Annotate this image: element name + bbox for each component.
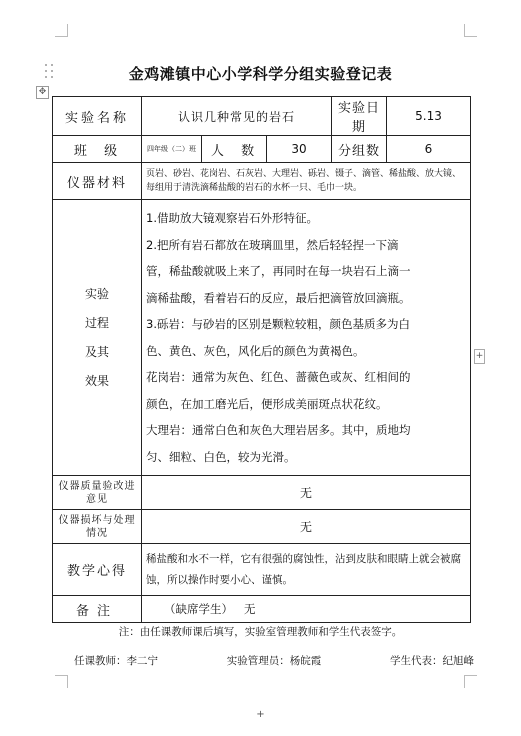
- process-label-line: 及其: [84, 344, 109, 359]
- row-materials: [53, 163, 471, 200]
- row-notes: [53, 596, 471, 623]
- student-count-value[interactable]: 30: [267, 136, 332, 163]
- row-process: [53, 200, 471, 476]
- class-label: 班 级: [53, 136, 142, 163]
- experiment-date-label: 实验日期: [332, 97, 387, 136]
- experiment-name-label: 实验名称: [53, 97, 142, 136]
- row-experiment: [53, 97, 471, 136]
- materials-value[interactable]: 页岩、砂岩、花岗岩、石灰岩、大理岩、砾岩、镊子、滴管、稀盐酸、放大镜、每组用于清洗滴稀盐酸的岩石的水杯一只、毛巾一块。: [142, 163, 471, 200]
- crop-mark-bottom-right: [464, 675, 477, 688]
- process-line: 花岗岩：通常为灰色、红色、蔷薇色或灰、红相间的: [146, 370, 411, 384]
- process-line: 色、黄色、灰色，风化后的颜色为黄褐色。: [146, 343, 365, 358]
- row-quality: [53, 476, 471, 510]
- quality-label: 仪器质量验改进意见: [53, 476, 142, 510]
- table-move-icon[interactable]: ✥: [36, 86, 49, 99]
- process-line: 滴稀盐酸，看着岩石的反应，最后把滴管放回滴瓶。: [146, 290, 411, 305]
- process-value[interactable]: [142, 200, 471, 476]
- materials-label: 仪器材料: [53, 163, 142, 200]
- process-label-line: 效果: [84, 373, 109, 388]
- crop-mark-bottom-left: [55, 675, 68, 688]
- quality-value[interactable]: 无: [142, 476, 471, 510]
- lab-manager-signature: 实验管理员：杨皖霞: [226, 655, 322, 667]
- process-label: [53, 200, 142, 476]
- add-column-icon[interactable]: +: [474, 349, 485, 364]
- signature-line: [74, 653, 474, 668]
- process-line: 颜色，在加工磨光后，便形成美丽斑点状花纹。: [146, 396, 388, 411]
- row-damage: [53, 510, 471, 544]
- footnote: 注：由任课教师课后填写，实验室管理教师和学生代表签字。: [118, 626, 403, 638]
- group-count-value[interactable]: 6: [387, 136, 471, 163]
- notes-value[interactable]: （缺席学生） 无: [142, 596, 471, 623]
- process-line: 2.把所有岩石都放在玻璃皿里，然后轻轻捏一下滴: [146, 237, 399, 252]
- process-line: 管，稀盐酸就吸上来了，再同时在每一块岩石上滴一: [146, 264, 411, 278]
- process-line: 1.借助放大镜观察岩石外形特征。: [146, 211, 318, 225]
- process-line: 3.砾岩：与砂岩的区别是颗粒较粗，颜色基质多为白: [146, 317, 410, 331]
- damage-value[interactable]: 无: [142, 510, 471, 544]
- student-count-label: 人 数: [202, 136, 267, 163]
- row-class: [53, 136, 471, 163]
- damage-label: 仪器损坏与处理情况: [53, 510, 142, 544]
- group-count-label: 分组数: [332, 136, 387, 163]
- process-line: 匀、细粒、白色，较为光滑。: [146, 449, 296, 464]
- process-label-line: 过程: [84, 315, 109, 330]
- row-reflection: [53, 544, 471, 596]
- student-rep-signature: 学生代表：纪旭峰: [390, 655, 474, 667]
- experiment-date-value[interactable]: 5.13: [387, 97, 471, 136]
- process-label-line: 实验: [84, 286, 109, 301]
- reflection-label: 教学心得: [53, 544, 142, 596]
- crop-mark-top-right: [464, 24, 477, 37]
- teacher-signature: 任课教师：李二宁: [74, 655, 158, 667]
- process-line: 大理岩：通常白色和灰色大理岩居多。其中，质地均: [146, 423, 411, 437]
- page-title: 金鸡滩镇中心小学科学分组实验登记表: [128, 65, 393, 83]
- reflection-value[interactable]: 稀盐酸和水不一样，它有很强的腐蚀性，沾到皮肤和眼睛上就会被腐蚀，所以操作时要小心、谨慎。: [142, 544, 471, 596]
- crop-mark-top-left: [55, 24, 68, 37]
- class-value[interactable]: 四年级（二）班: [142, 136, 202, 163]
- notes-label: 备注: [53, 596, 142, 623]
- registration-table: [52, 96, 471, 623]
- add-row-icon[interactable]: +: [256, 709, 265, 720]
- experiment-name-value[interactable]: 认识几种常见的岩石: [142, 97, 332, 136]
